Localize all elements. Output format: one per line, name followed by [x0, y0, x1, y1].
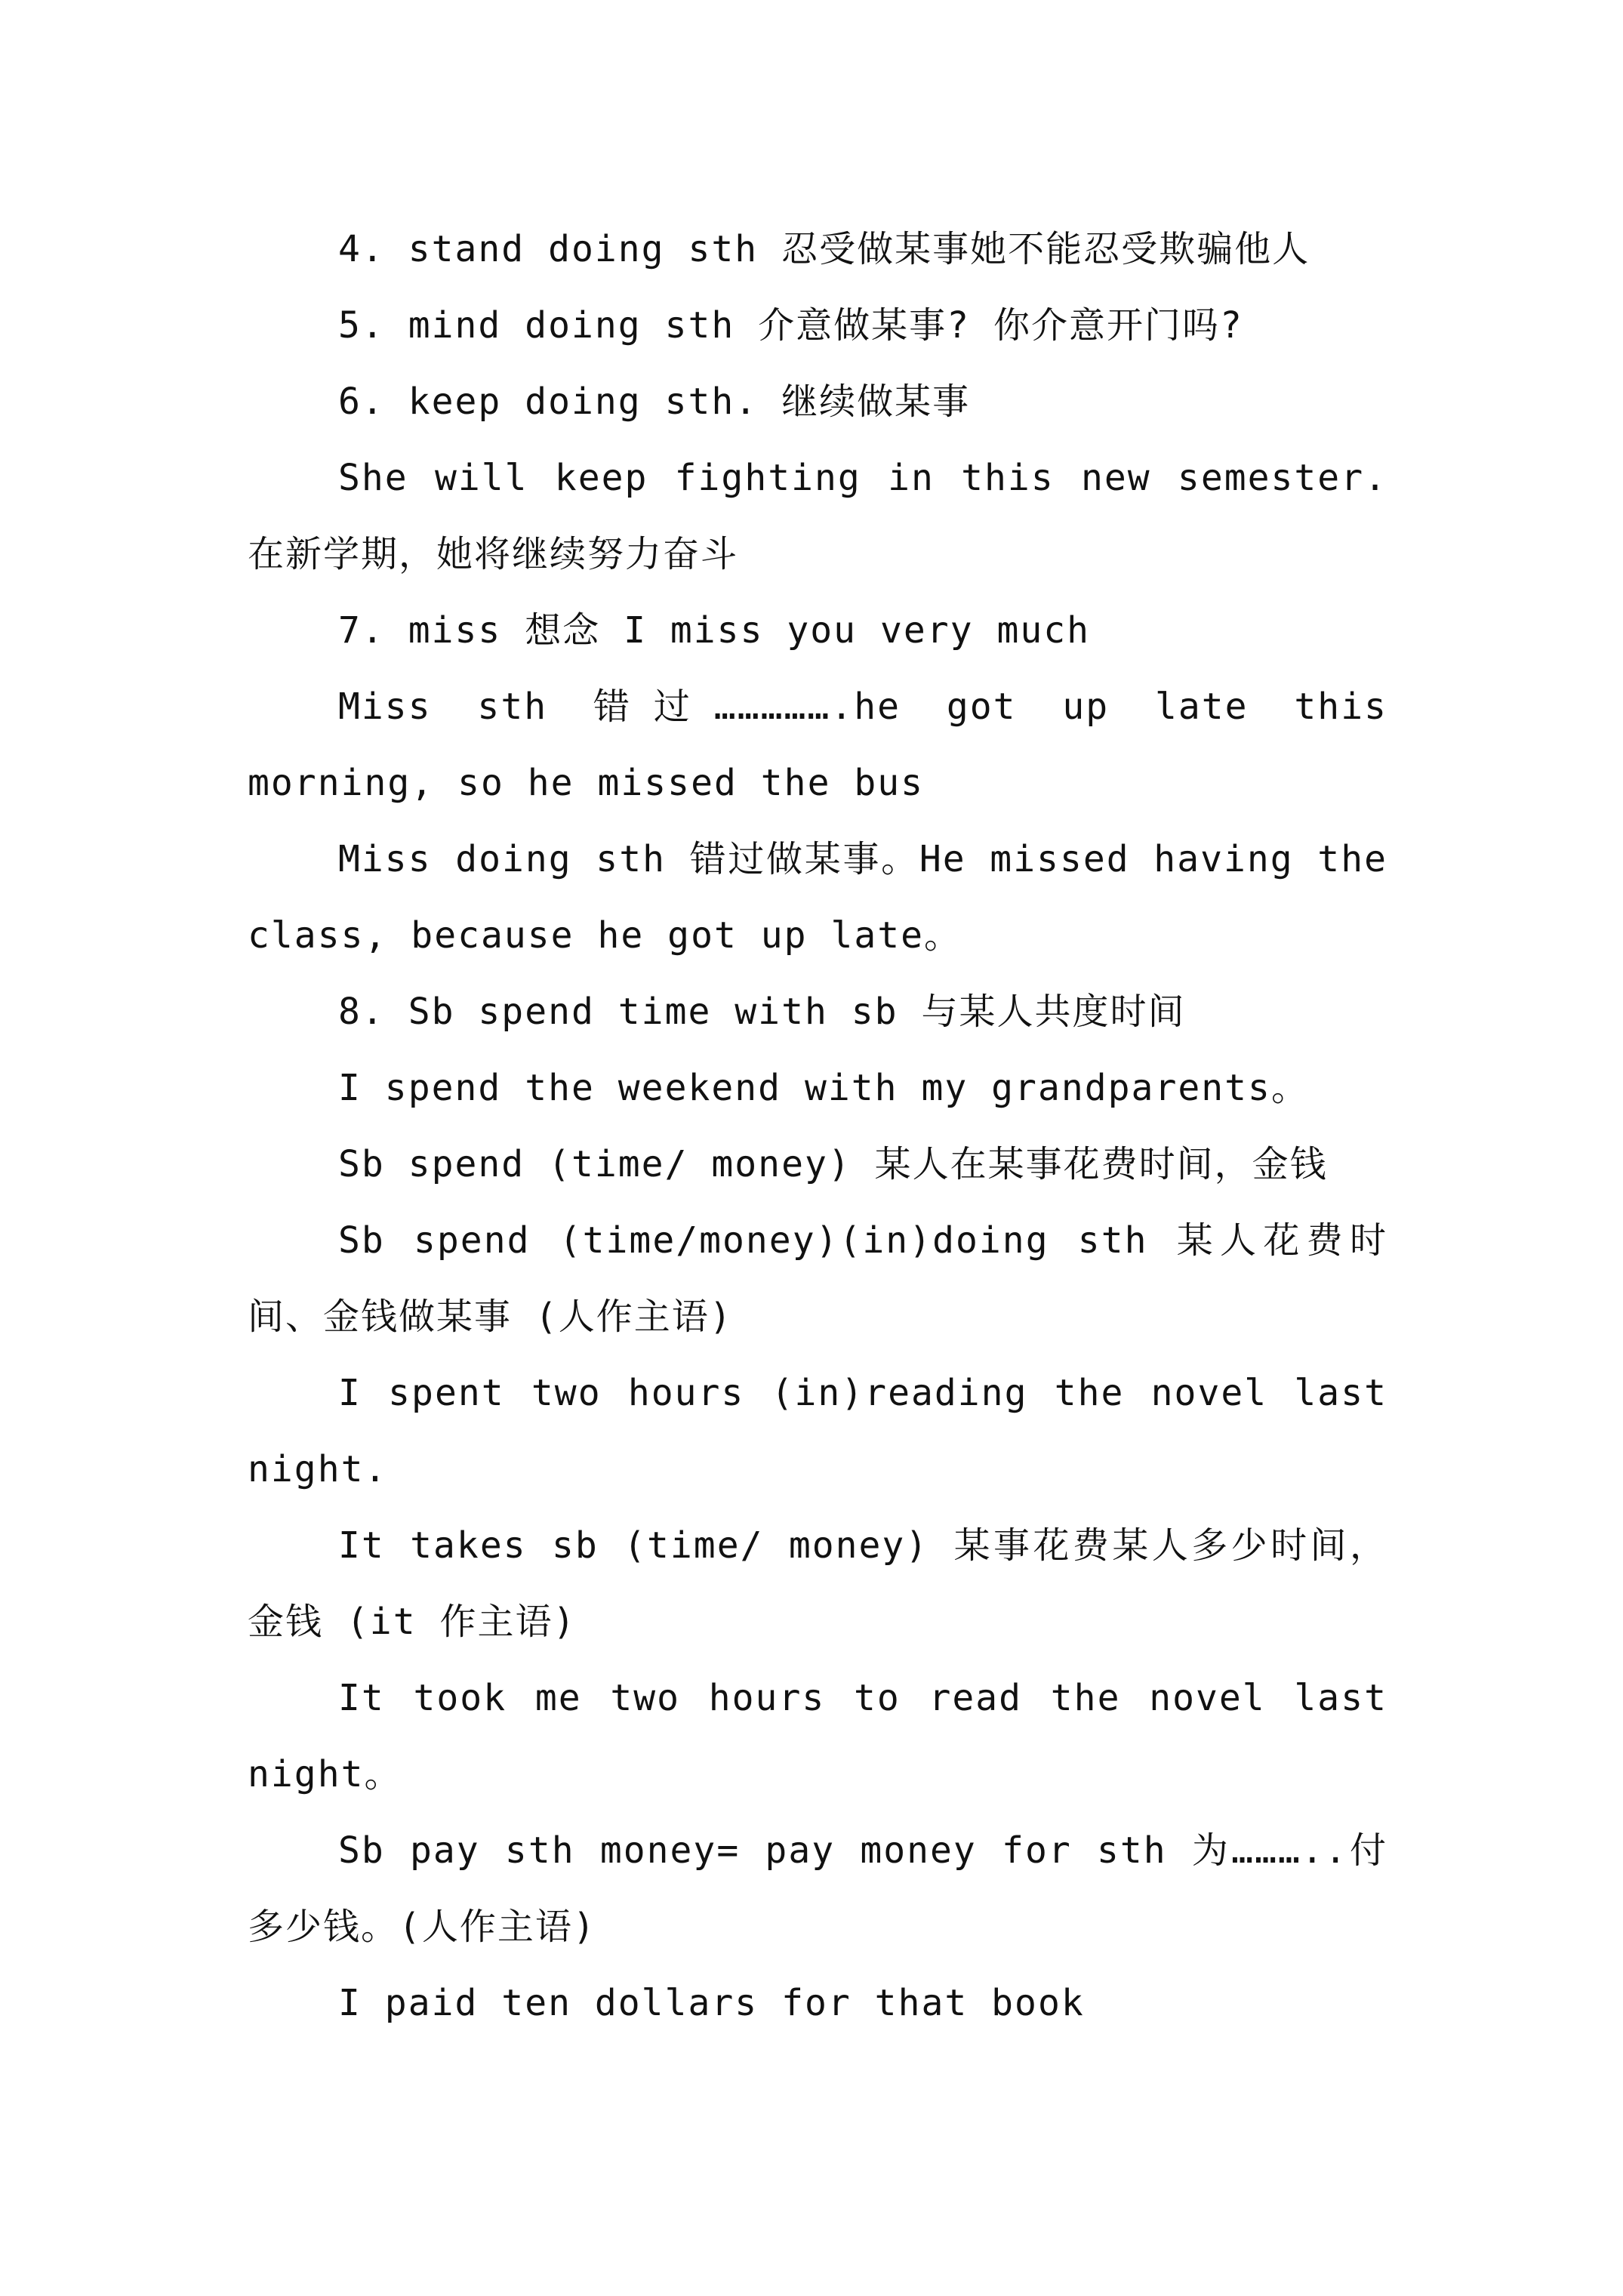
- paragraph: I spend the weekend with my grandparents。: [338, 1067, 1309, 1109]
- document-body: [248, 211, 1387, 2042]
- paragraph: It takes sb (time/ money) 某事花费某人多少时间，金钱 (it 作主语): [248, 1524, 1387, 1643]
- paragraph: 6. keep doing sth. 继续做某事: [338, 381, 971, 423]
- paragraph: I spent two hours (in)reading the novel last night.: [248, 1372, 1387, 1490]
- paragraph: Sb spend (time/money)(in)doing sth 某人花费时间、金钱做某事 (人作主语): [248, 1219, 1387, 1338]
- paragraph: She will keep fighting in this new semester. 在新学期，她将继续努力奋斗: [248, 457, 1387, 575]
- paragraph: 5. mind doing sth 介意做某事? 你介意开门吗?: [338, 304, 1243, 347]
- paragraph: I paid ten dollars for that book: [338, 1982, 1085, 2024]
- paragraph: 7. miss 想念 I miss you very much: [338, 609, 1091, 652]
- paragraph: 4. stand doing sth 忍受做某事她不能忍受欺骗他人: [338, 228, 1310, 270]
- paragraph: Miss doing sth 错过做某事。He missed having the class, because he got up late。: [248, 838, 1387, 957]
- paragraph: Sb pay sth money= pay money for sth 为………..付多少钱。(人作主语): [248, 1829, 1387, 1948]
- paragraph: Sb spend (time/ money) 某人在某事花费时间，金钱: [338, 1143, 1328, 1185]
- paragraph: Miss sth 错过…………….he got up late this morning, so he missed the bus: [248, 686, 1387, 804]
- paragraph: It took me two hours to read the novel last night。: [248, 1677, 1387, 1795]
- paragraph: 8. Sb spend time with sb 与某人共度时间: [338, 991, 1186, 1033]
